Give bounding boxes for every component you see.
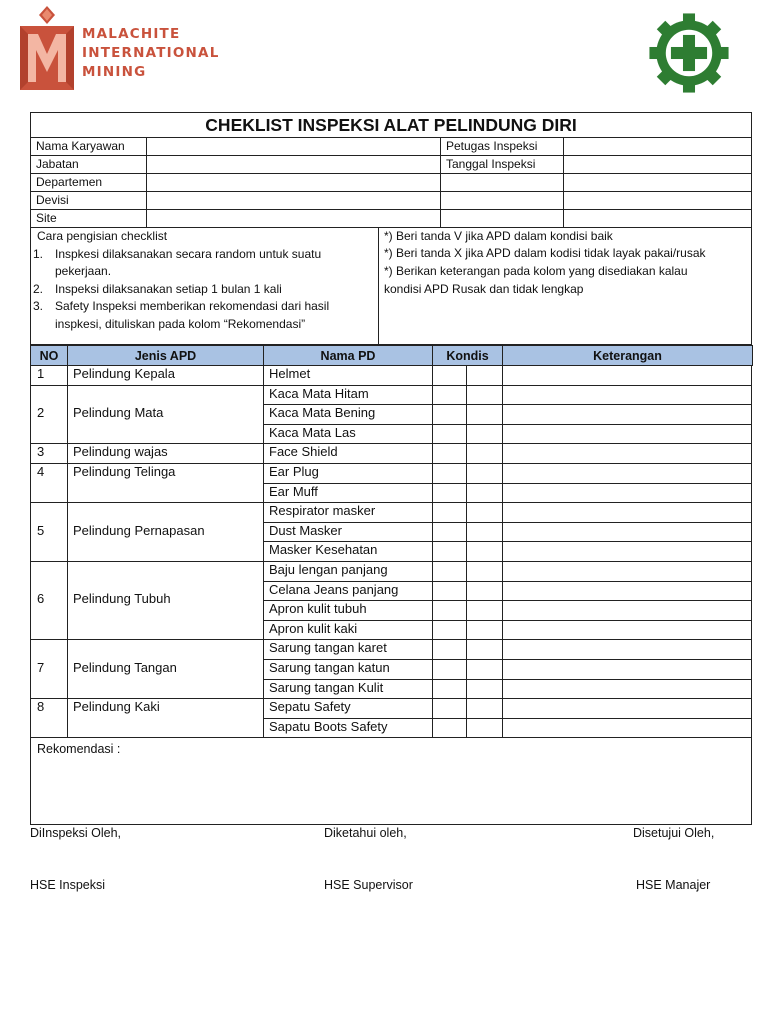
kondisi-check-cell-v[interactable] — [433, 719, 465, 737]
field-label-devisi: Devisi — [36, 193, 69, 207]
kondisi-check-cell-v[interactable] — [433, 386, 465, 404]
instruction-text: Inspeksi dilaksanakan setiap 1 bulan 1 kali — [55, 282, 282, 296]
apd-item: Celana Jeans panjang — [269, 581, 399, 597]
apd-item: Ear Plug — [269, 464, 319, 479]
apd-category: Pelindung Tubuh — [73, 591, 171, 607]
kondisi-check-cell-v[interactable] — [433, 523, 465, 541]
apd-category: Pelindung Pernapasan — [73, 522, 205, 538]
keterangan-cell[interactable] — [503, 366, 751, 384]
kondisi-check-cell-v[interactable] — [433, 660, 465, 678]
kondisi-check-cell-v[interactable] — [433, 640, 465, 658]
kondisi-check-cell-v[interactable] — [433, 562, 465, 580]
kondisi-check-cell-v[interactable] — [433, 464, 465, 482]
company-name-line1: MALACHITE — [82, 26, 181, 42]
keterangan-cell[interactable] — [503, 484, 751, 502]
kondisi-check-cell-x[interactable] — [467, 523, 501, 541]
apd-number: 7 — [37, 659, 45, 675]
apd-item: Kaca Mata Bening — [269, 405, 376, 421]
kondisi-check-cell-v[interactable] — [433, 582, 465, 600]
kondisi-check-cell-x[interactable] — [467, 386, 501, 404]
instruction-text: Safety Inspeksi memberikan rekomendasi dari hasil — [55, 299, 330, 313]
kondisi-check-cell-x[interactable] — [467, 542, 501, 560]
field-label-tanggal: Tanggal Inspeksi — [446, 157, 536, 171]
keterangan-cell[interactable] — [503, 444, 751, 462]
apd-item: Ear Muff — [269, 483, 318, 499]
apd-item: Sarung tangan katun — [269, 660, 390, 675]
kondisi-check-cell-v[interactable] — [433, 601, 465, 619]
company-logo-icon — [20, 6, 74, 90]
kondisi-check-cell-v[interactable] — [433, 444, 465, 462]
instruction-note: *) Berikan keterangan pada kolom yang disediakan kalau — [384, 264, 688, 278]
instruction-text: inspkesi, dituliskan pada kolom “Rekomendasi” — [55, 317, 306, 331]
header-kondisi: Kondis — [432, 345, 503, 366]
keterangan-cell[interactable] — [503, 601, 751, 619]
kondisi-check-cell-v[interactable] — [433, 425, 465, 443]
keterangan-cell[interactable] — [503, 660, 751, 678]
company-name-line3: MINING — [82, 64, 147, 80]
kondisi-check-cell-x[interactable] — [467, 621, 501, 639]
kondisi-check-cell-v[interactable] — [433, 680, 465, 698]
kondisi-check-cell-x[interactable] — [467, 660, 501, 678]
apd-category: Pelindung Kaki — [73, 699, 160, 715]
instruction-number: 1. — [33, 247, 44, 261]
apd-item: Sarung tangan Kulit — [269, 679, 384, 695]
apd-category: Pelindung wajas — [73, 444, 168, 460]
keterangan-cell[interactable] — [503, 464, 751, 482]
kondisi-check-cell-x[interactable] — [467, 464, 501, 482]
signature-role-disetujui: Disetujui Oleh, — [633, 826, 715, 840]
keterangan-cell[interactable] — [503, 405, 751, 423]
apd-item: Respirator masker — [269, 503, 376, 519]
field-label-nama: Nama Karyawan — [36, 139, 125, 153]
signature-name-supervisor: HSE Supervisor — [324, 878, 413, 892]
signature-name-inspeksi: HSE Inspeksi — [30, 878, 106, 892]
kondisi-check-cell-x[interactable] — [467, 601, 501, 619]
keterangan-cell[interactable] — [503, 542, 751, 560]
keterangan-cell[interactable] — [503, 621, 751, 639]
keterangan-cell[interactable] — [503, 503, 751, 521]
kondisi-check-cell-v[interactable] — [433, 503, 465, 521]
field-label-jabatan: Jabatan — [36, 157, 79, 171]
page-title: CHEKLIST INSPEKSI ALAT PELINDUNG DIRI — [205, 115, 577, 135]
apd-category: Pelindung Telinga — [73, 464, 176, 479]
safety-cross-gear-icon — [646, 10, 732, 96]
column-divider — [263, 365, 264, 737]
instructions-heading: Cara pengisian checklist — [37, 229, 168, 243]
apd-number: 2 — [37, 405, 45, 420]
company-name-line2: INTERNATIONAL — [82, 45, 220, 61]
keterangan-cell[interactable] — [503, 640, 751, 658]
keterangan-cell[interactable] — [503, 523, 751, 541]
apd-category: Pelindung Kepala — [73, 366, 175, 381]
apd-number: 6 — [37, 591, 45, 607]
kondisi-check-cell-x[interactable] — [467, 425, 501, 443]
apd-category: Pelindung Mata — [73, 405, 164, 420]
header-keterangan: Keterangan — [502, 345, 753, 366]
instruction-note: *) Beri tanda X jika APD dalam kodisi tidak layak pakai/rusak — [384, 246, 706, 260]
field-label-site: Site — [36, 211, 57, 225]
kondisi-check-cell-x[interactable] — [467, 719, 501, 737]
kondisi-check-cell-v[interactable] — [433, 542, 465, 560]
header-no: NO — [30, 345, 68, 366]
instruction-text: Inspkesi dilaksanakan secara random untuk suatu — [55, 247, 322, 261]
keterangan-cell[interactable] — [503, 719, 751, 737]
kondisi-check-cell-x[interactable] — [467, 444, 501, 462]
keterangan-cell[interactable] — [503, 562, 751, 580]
kondisi-check-cell-x[interactable] — [467, 366, 501, 384]
apd-item: Sapatu Boots Safety — [269, 718, 388, 734]
kondisi-check-cell-x[interactable] — [467, 680, 501, 698]
kondisi-check-cell-x[interactable] — [467, 562, 501, 580]
kondisi-check-cell-v[interactable] — [433, 621, 465, 639]
instruction-number: 3. — [33, 299, 44, 313]
instruction-number: 2. — [33, 282, 44, 296]
apd-item: Apron kulit tubuh — [269, 601, 367, 617]
instruction-note: *) Beri tanda V jika APD dalam kondisi baik — [384, 229, 613, 243]
kondisi-check-cell-x[interactable] — [467, 699, 501, 717]
apd-number: 5 — [37, 522, 45, 538]
apd-number: 1 — [37, 366, 45, 381]
apd-item: Kaca Mata Las — [269, 424, 356, 440]
kondisi-check-cell-x[interactable] — [467, 484, 501, 502]
kondisi-check-cell-x[interactable] — [467, 582, 501, 600]
apd-number: 3 — [37, 444, 45, 460]
header-nama-pd: Nama PD — [263, 345, 433, 366]
kondisi-check-cell-v[interactable] — [433, 405, 465, 423]
apd-item: Dust Masker — [269, 522, 342, 538]
kondisi-check-cell-v[interactable] — [433, 366, 465, 384]
apd-item: Masker Kesehatan — [269, 542, 378, 558]
keterangan-cell[interactable] — [503, 680, 751, 698]
rekomendasi-label: Rekomendasi : — [37, 742, 121, 756]
keterangan-cell[interactable] — [503, 582, 751, 600]
column-divider — [67, 365, 68, 737]
signature-role-diketahui: Diketahui oleh, — [324, 826, 407, 840]
rekomendasi-box[interactable] — [30, 737, 752, 825]
keterangan-cell[interactable] — [503, 425, 751, 443]
keterangan-cell[interactable] — [503, 386, 751, 404]
apd-item: Helmet — [269, 366, 311, 381]
apd-category: Pelindung Tangan — [73, 659, 177, 675]
kondisi-check-cell-x[interactable] — [467, 503, 501, 521]
apd-number: 8 — [37, 699, 45, 715]
signature-role-inspeksi: DiInspeksi Oleh, — [30, 826, 122, 840]
apd-item: Apron kulit kaki — [269, 620, 358, 636]
instruction-text: pekerjaan. — [55, 264, 112, 278]
apd-item: Sarung tangan karet — [269, 640, 387, 656]
apd-item: Sepatu Safety — [269, 699, 351, 715]
instruction-note: kondisi APD Rusak dan tidak lengkap — [384, 282, 584, 296]
kondisi-check-cell-x[interactable] — [467, 640, 501, 658]
signature-name-manajer: HSE Manajer — [636, 878, 711, 892]
apd-number: 4 — [37, 464, 45, 479]
header-jenis-apd: Jenis APD — [67, 345, 264, 366]
keterangan-cell[interactable] — [503, 699, 751, 717]
kondisi-check-cell-v[interactable] — [433, 484, 465, 502]
field-label-petugas: Petugas Inspeksi — [446, 139, 538, 153]
company-name — [82, 25, 220, 82]
apd-item: Kaca Mata Hitam — [269, 385, 369, 401]
kondisi-check-cell-x[interactable] — [467, 405, 501, 423]
apd-item: Baju lengan panjang — [269, 562, 388, 577]
apd-item: Face Shield — [269, 444, 338, 460]
field-label-departemen: Departemen — [36, 175, 103, 189]
info-grid — [30, 137, 752, 228]
kondisi-check-cell-v[interactable] — [433, 699, 465, 717]
